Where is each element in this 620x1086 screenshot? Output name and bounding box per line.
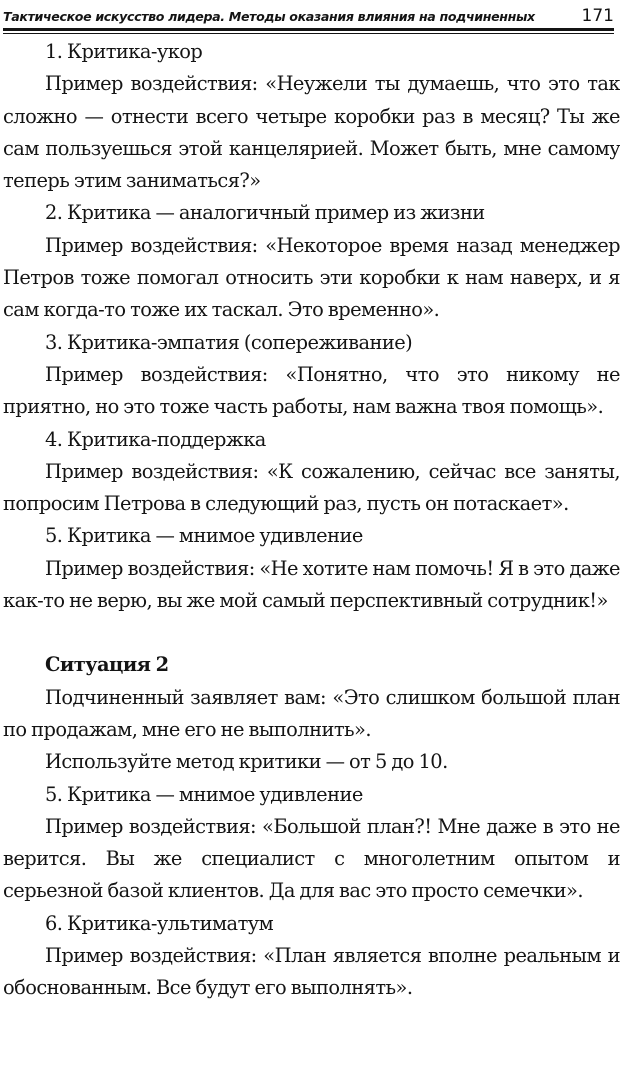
situation-intro: Подчиненный заявляет вам: «Это слишком большой план по продажам, мне его не выполнить». [3, 685, 620, 741]
criticism-item-title: 1. Критика-укор [45, 40, 203, 63]
criticism-example: Пример воздействия: «К сожалению, сейчас все заняты, попросим Петрова в следующий раз, пусть он потаскает». [3, 459, 620, 516]
criticism-item-title: 3. Критика-эмпатия (сопереживание) [45, 330, 413, 354]
criticism-example: Пример воздействия: «План является вполне реальным и обоснованным. Все будут его выполнять». [3, 944, 620, 1000]
criticism-example: Пример воздействия: «Понятно, что это никому не приятно, но это тоже часть работы, нам важна твоя помощь». [3, 362, 620, 419]
criticism-example: Пример воздействия: «Большой план?! Мне даже в это не верится. Вы же специалист с многолетним опытом и серьезной базой клиентов. Да для вас это просто семечки». [3, 814, 620, 903]
criticism-example: Пример воздействия: «Некоторое время назад менеджер Петров тоже помогал относить эти коробки к нам наверх, и я сам когда-то тоже их таскал. Это временно». [3, 233, 620, 322]
header-rule-thin [3, 33, 614, 34]
criticism-item-title: 5. Критика — мнимое удивление [45, 782, 363, 806]
criticism-example: Пример воздействия: «Не хотите нам помочь! Я в это даже как-то не верю, вы же мой самый перспективный сотрудник!» [3, 556, 620, 613]
text-body [3, 36, 620, 1005]
criticism-item-title: 5. Критика — мнимое удивление [45, 524, 363, 548]
method-instruction: Используйте метод критики — от 5 до 10. [45, 750, 448, 774]
criticism-example: Пример воздействия: «Неужели ты думаешь, что это так сложно — отнести всего четыре коробки раз в месяц? Ты же сам пользуешься этой канцелярией. Может быть, мне самому теперь этим заниматься?» [3, 72, 620, 193]
header-rule-thick [3, 28, 614, 31]
page-number: 171 [581, 6, 614, 26]
criticism-item-title: 4. Критика-поддержка [45, 427, 266, 451]
situation-heading: Ситуация 2 [45, 653, 169, 677]
running-title: Тактическое искусство лидера. Методы оказания влияния на подчиненных [3, 9, 535, 24]
running-head [3, 0, 614, 26]
criticism-item-title: 2. Критика — аналогичный пример из жизни [45, 201, 485, 225]
criticism-item-title: 6. Критика-ультиматум [45, 911, 274, 935]
